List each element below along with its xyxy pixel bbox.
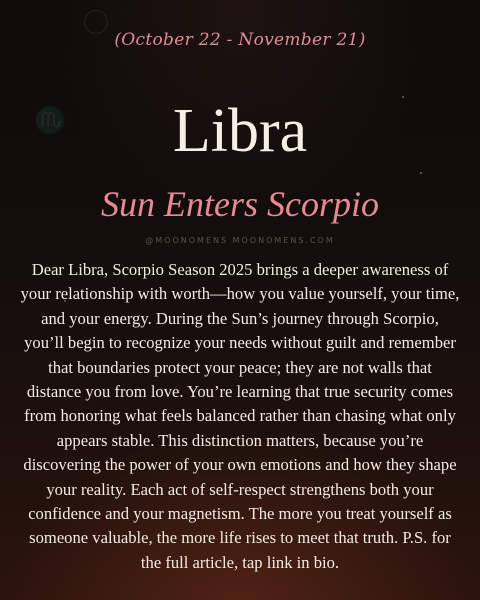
sign-title: Libra [172, 97, 308, 165]
headline: Sun Enters Scorpio [101, 184, 379, 224]
watermark: @MOONOMENS MOONOMENS.COM [145, 236, 335, 245]
star-icon [420, 172, 422, 174]
body-text: Dear Libra, Scorpio Season 2025 brings a deeper awareness of your relationship with worth—how you value yourself, your time, and your energy. During the Sun’s journey through Scorpio, you’ll begin to recognize your needs without guilt and remember that boundaries protect your peace; they are not walls that distance you from love. You’re learning that true security comes from honoring what feels balanced rather than chasing what only appears stable. This distinction matters, because you’re discovering the power of your own emotions and how they shape your reality. Each act of self-respect strengthens both your confidence and your magnetism. The more you treat yourself as someone valuable, the more life rises to meet that truth. P.S. for the full article, tap link in bio. [20, 260, 460, 572]
date-range: (October 22 - November 21) [114, 30, 366, 50]
scorpio-glyph-icon: ♏ [34, 106, 67, 136]
